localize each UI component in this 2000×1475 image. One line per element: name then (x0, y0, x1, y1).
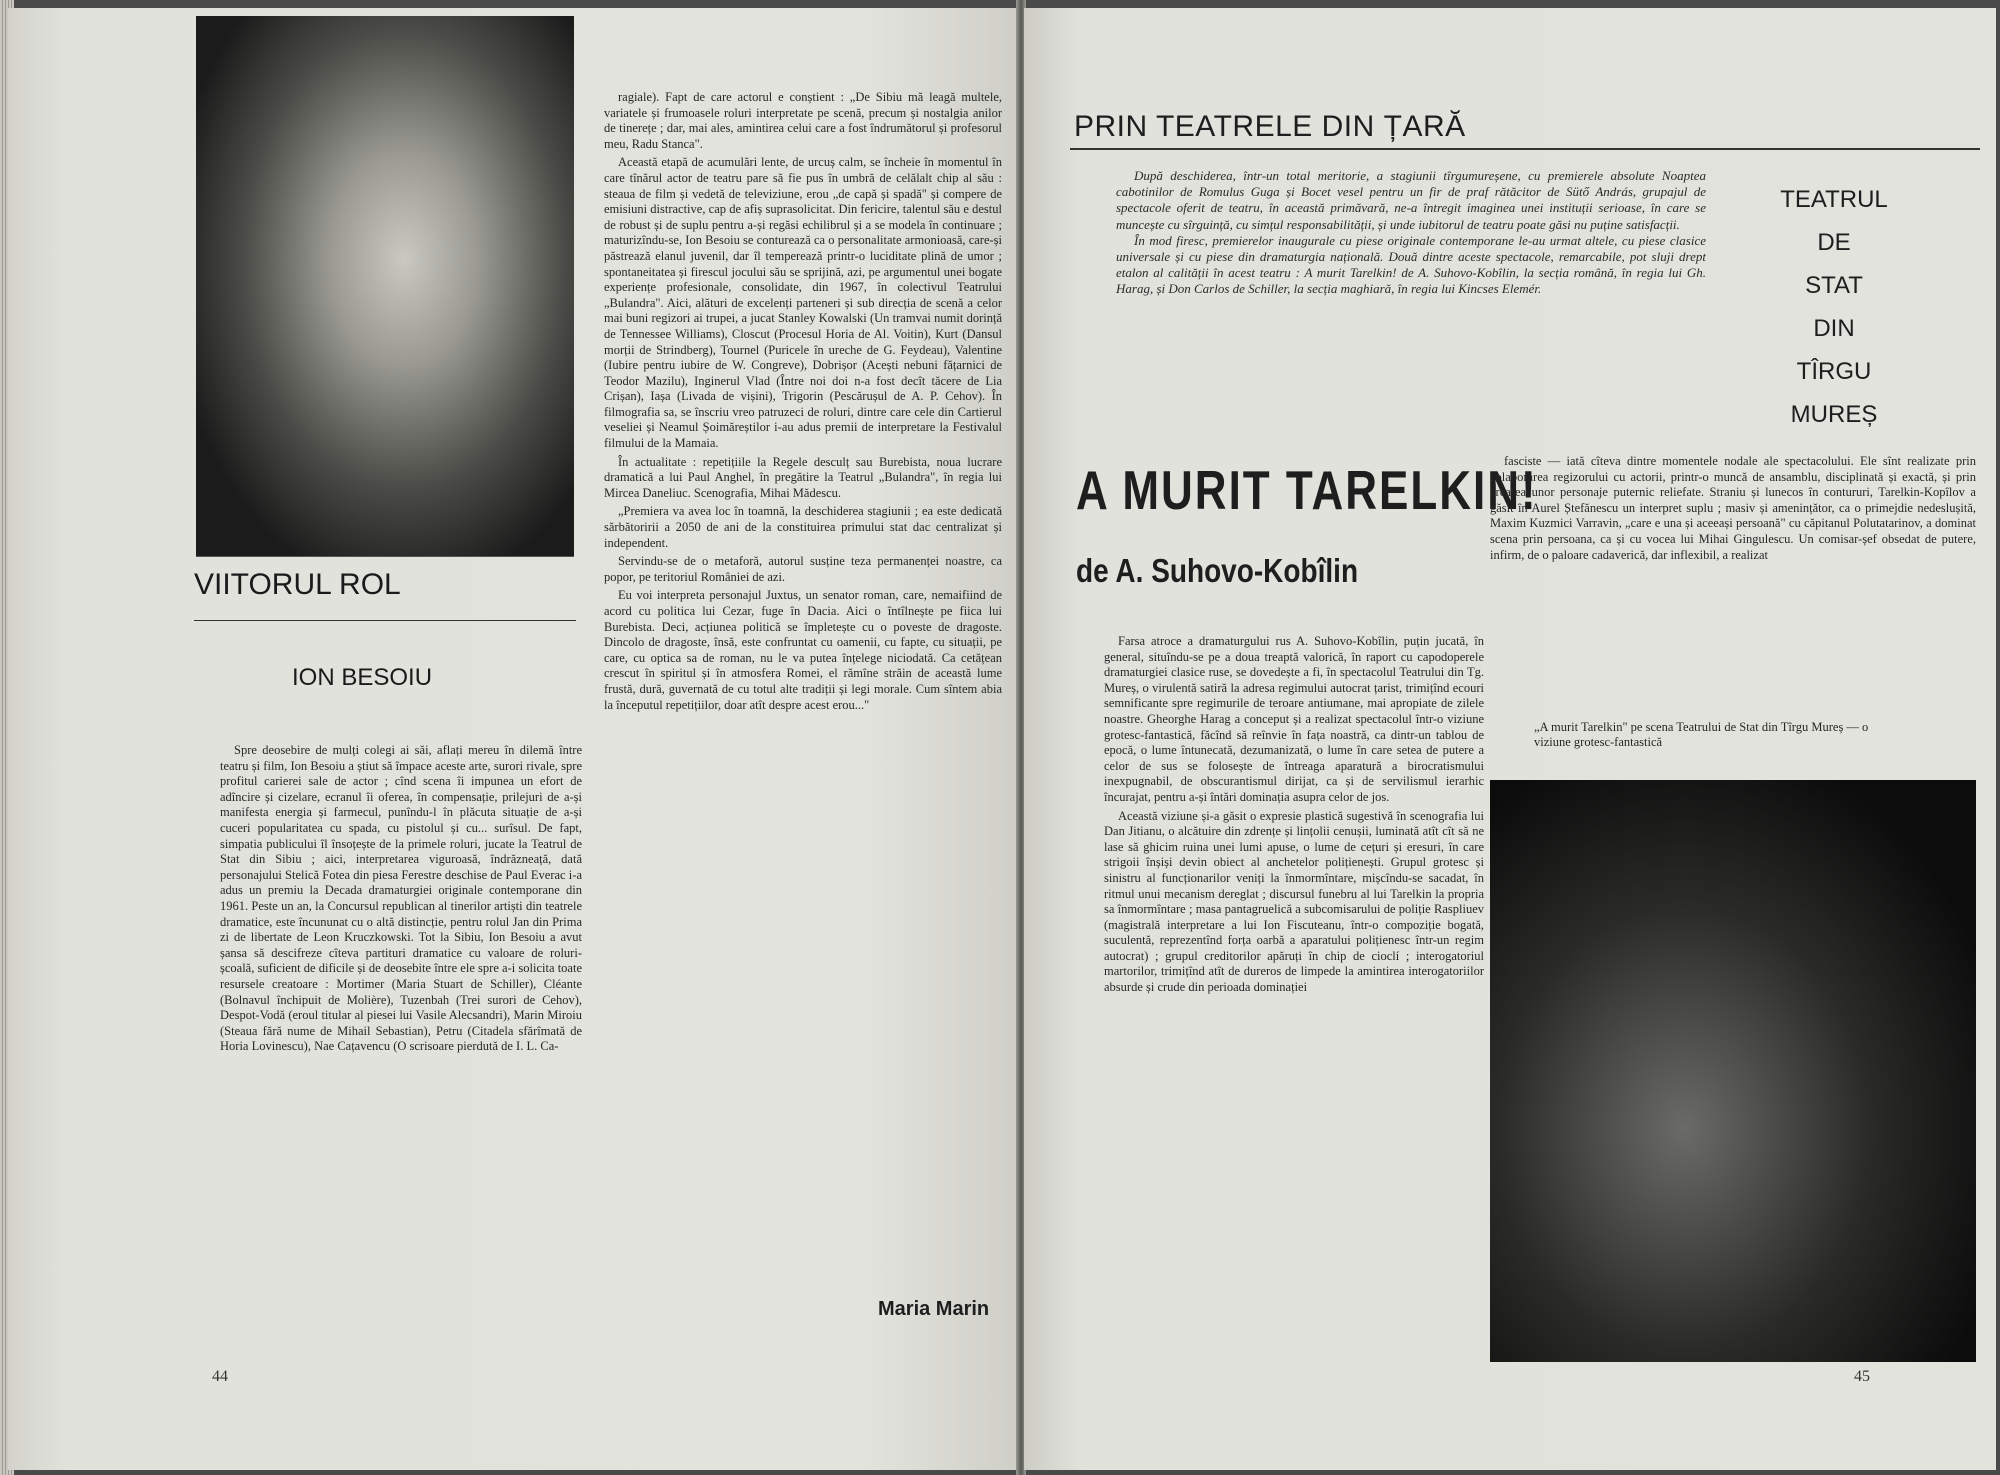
title-rule (194, 620, 576, 621)
header-rule (1070, 148, 1980, 150)
left-page (8, 8, 1018, 1470)
left-column-2 (604, 90, 1002, 716)
section-header: PRIN TEATRELE DIN ȚARĂ (1074, 110, 1466, 143)
theatre-name (1714, 178, 1954, 436)
paragraph: fasciste — iată cîteva dintre momentele nodale ale spectacolului. Ele sînt realizate prin colaborarea regizorului cu actorii, printr-o muncă de ansamblu, disciplinată și exactă, și prin crearea unor personaje puternic reliefate. Straniu și lunecos în contururi, Tarelkin-Kopîlov a găsit în Aurel Ștefănescu un interpret suplu ; masiv și amenințător, ca o primejdie nedeslușită, Maxim Kuzmici Varravin, „care e una și aceeași persoană" cu căpitanul Polutatarinov, a dominat scena prin persoana, ca și cu vocea lui Mihai Gingulescu. Un comisar-șef obsedat de putere, infirm, de o paloare cadaverică, dar inflexibil, a realizat (1490, 454, 1976, 562)
theatre-name-line: STAT (1805, 272, 1863, 299)
theatre-name-line: TEATRUL (1780, 186, 1888, 213)
theatre-name-line: MUREȘ (1790, 401, 1878, 428)
paragraph: Spre deosebire de mulți colegi ai săi, aflați mereu în dilemă între teatru și film, Ion Besoiu a știut să împace aceste arte, surori rivale, spre profitul carierei sale de actor ; cînd scena îi impunea un efort de adîncire și cizelare, ecranul îi oferea, în compensație, prilejuri de a-și manifesta energia și farmecul, punîndu-l în plăcuta situație de a-și cuceri popularitatea cu spada, cu pistolul și cu... surîsul. De fapt, simpatia publicului îl însoțește de la primele roluri, jucate la Teatrul de Stat din Sibiu ; aici, interpretarea viguroasă, îndrăzneață, dată personajului Stelică Fotea din piesa Ferestre deschise de Paul Everac i-a adus un premiu la Decada dramaturgiei originale contemporane din 1961. Peste un an, la Concursul republican al tinerilor artiști din teatrele dramatice, este încununat cu o altă distincție, pentru rolul Jan din Prima zi de libertate de Leon Kruczkowski. Tot la Sibiu, Ion Besoiu a avut șansa să descifreze cîteva partituri dramatice cu valoare de roluri-școală, suficient de dificile și de deosebite între ele spre a-i solicita toate resursele creatoare : Mortimer (Maria Stuart de Schiller), Cléante (Bolnavul închipuit de Molière), Tuzenbah (Trei surori de Cehov), Despot-Vodă (eroul titular al piesei lui Vasile Alecsandri), Marin Miroiu (Steaua fără nume de Mihail Sebastian), Petru (Citadela sfărîmată de Horia Lovinescu), Nae Cațavencu (O scrisoare pierdută de I. L. Ca- (220, 743, 582, 1054)
theatre-name-line: TÎRGU (1796, 358, 1872, 385)
article-title: A MURIT TARELKIN! (1076, 460, 1538, 522)
paragraph: În actualitate : repetițiile la Regele desculț sau Burebista, noua lucrare dramatică a lui Paul Anghel, în pregătire la Teatrul „Bulandra", în regia lui Mircea Daneliuc. Scenografia, Mihai Mădescu. (604, 454, 1002, 500)
right-column-1 (1104, 634, 1484, 999)
stage-scene-photo (1490, 780, 1976, 1362)
page-number: 44 (212, 1368, 228, 1385)
photo-caption: „A murit Tarelkin" pe scena Teatrului de Stat din Tîrgu Mureș — o viziune grotesc-fantastică (1534, 720, 1869, 749)
paragraph: Eu voi interpreta personajul Juxtus, un senator roman, care, nemaifiind de acord cu politica lui Cezar, fuge în Dacia. Aici o întîlnește pe fiica lui Burebista. Deci, acțiunea politică se împletește cu o poveste de dragoste. Dincolo de dragoste, însă, este confruntat cu oamenii, cu fapte, cu situații, pe care, cu optica sa de roman, nu le va putea înțelege niciodată. Ca cetățean crescut în spiritul și în atmosfera Romei, el rămîne străin de această lume frustă, dură, guvernată de cu totul alte tradiții și legi morale. Cum sîntem abia la începutul repetițiilor, doar atît despre acest erou..." (604, 588, 1002, 712)
photo-bottom-rule (196, 556, 574, 557)
left-column-1 (220, 743, 582, 1058)
author-signature: Maria Marin (878, 1298, 990, 1320)
right-column-2 (1490, 454, 1976, 566)
author-name: ION BESOIU (292, 664, 433, 691)
right-page (1024, 8, 1996, 1470)
paragraph: Această viziune și-a găsit o expresie plastică sugestivă în scenografia lui Dan Jitianu, o alcătuire din zdrențe și lințolii cenușii, luminată atît cît să ne lase să ghicim ruina unei lumi apuse, o lume de cețuri și eresuri, în care strigoii înșiși devin obiect al anchetelor polițienești. Grupul grotesc și sinistru al funcționarilor veniți la înmormîntare, mișcîndu-se sacadat, în ritmul unui mecanism dereglat ; discursul funebru al lui Tarelkin la propria sa înmormîntare ; masa pantagruelică a subcomisarului de poliție Raspliuev (magistrală interpretare a lui Ion Fiscuteanu, într-o compoziție bogată, suculentă, reprezentînd forța oarbă a aparatului polițienesc într-un regim autocrat) ; grupul creditorilor apăruți în chip de cioclí ; interogatoriul martorilor, trimițînd atît de dureros de limpede la amintirea interogatoriilor absurde și crude din perioada dominației (1104, 808, 1484, 995)
intro-text (1116, 168, 1706, 298)
paragraph: Această etapă de acumulări lente, de urcuș calm, se încheie în momentul în care tînărul actor de teatru pare să fie pus în umbră de celălalt chip al său : steaua de film și vedetă de televiziune, erou „de capă și spadă" și compere de emisiuni distractive, cap de afiș suprasolicitat. Din fericire, talentul său e destul de robust și de suplu pentru a-și regăsi echilibrul și a se modela în continuare ; maturizîndu-se, Ion Besoiu se conturează ca o personalitate armonioasă, care-și păstrează elanul juvenil, dar îl temperează printr-o luciditate plină de umor ; spontaneitatea și firescul jocului său se sprijină, azi, pe argumentul unei bogate experiențe profesionale, consolidate, din 1967, în colectivul Teatrului „Bulandra". Aici, alături de excelenți parteneri și sub direcția de scenă a celor mai buni regizori ai trupei, a jucat Stanley Kowalski (Un tramvai numit dorință de Tennessee Williams), Closcut (Procesul Horia de Al. Voitin), Kurt (Dansul morții de Strindberg), Tournel (Puricele în ureche de G. Feydeau), Valentine (Iubire pentru iubire de W. Congreve), Dobrișor (Acești nebuni fățarnici de Teodor Mazilu), Inginerul Vlad (Între noi doi n-a fost decît tăcere de Lia Crișan), Iașa (Livada de vișini), Trigorin (Pescărușul de A. P. Cehov). În filmografia sa, se înscriu vreo patruzeci de roluri, dintre care cele din Cartierul veseliei și Neamul Șoimăreștilor i-au adus premii de interpretare la Festivalul filmului de la Mamaia. (604, 155, 1002, 451)
intro-paragraph: După deschiderea, într-un total meritorie, a stagiunii tîrgumureșene, cu premierele absolute Noaptea cabotinilor de Romulus Guga și Bocet vesel pentru un fir de praf rătăcitor de Sütő András, grupajul de spectacole oferit de teatru, în această primăvară, ne-a întregit imaginea unei instituții serioase, în care se muncește cu sîrguință, cu simțul responsabilității, și unde iubitorul de teatru poate găsi nu puține satisfacții. (1116, 168, 1706, 232)
paragraph: Farsa atroce a dramaturgului rus A. Suhovo-Kobîlin, puțin jucată, în general, situîndu-se pe a doua treaptă valorică, în raport cu capodoperele dramaturgiei clasice ruse, se dovedește a fi, în spectacolul Teatrului din Tg. Mureș, o virulentă satiră la adresa regimului autocrat țarist, trimițînd ecouri semnificante spre regimurile de teroare antiumane, mai apropiate de zilele noastre. Gheorghe Harag a conceput și a realizat spectacolul într-o viziune grotesc-fantastică, făcînd să reînvie în fața noastră, ca dintr-un tablou de epocă, o lume întunecată, dezumanizată, o lume în care setea de putere a celor de sus se folosește de întreaga aparatură a birocratismului inexpugnabil, de obscurantismul dirijat, ca și de servilismul ierarhic încurajat, pentru a-și întări dominația asupra celor de jos. (1104, 634, 1484, 804)
theatre-name-line: DIN (1813, 315, 1855, 342)
paragraph: „Premiera va avea loc în toamnă, la deschiderea stagiunii ; ea este dedicată sărbătoririi a 2050 de ani de la constituirea primului stat dac centralizat și independent. (604, 504, 1002, 550)
intro-paragraph: În mod firesc, premierelor inaugurale cu piese originale contemporane le-au urmat altele, cu piese clasice universale și cu piese din dramaturgia națională. Două dintre aceste spectacole, remarcabile, pot sluji drept etalon al calității în acest teatru : A murit Tarelkin! de A. Suhovo-Kobîlin, la secția română, în regia lui Gh. Harag, și Don Carlos de Schiller, la secția maghiară, în regia lui Kincses Elemér. (1116, 232, 1706, 297)
paragraph: Servindu-se de o metaforă, autorul susține teza permanenței noastre, ca popor, pe teritoriul României de azi. (604, 554, 1002, 584)
theatre-name-line: DE (1817, 229, 1851, 256)
section-title: VIITORUL ROL (194, 568, 401, 601)
portrait-photo (196, 16, 574, 556)
page-number: 45 (1854, 1368, 1870, 1385)
article-subtitle: de A. Suhovo-Kobîlin (1076, 552, 1359, 590)
paragraph: ragiale). Fapt de care actorul e conștient : „De Sibiu mă leagă multele, variatele și frumoasele roluri interpretate pe scenă, precum și nostalgia anilor de tinerețe ; dar, mai ales, amintirea celui care a fost îndrumătorul și profesorul meu, Radu Stanca". (604, 90, 1002, 151)
